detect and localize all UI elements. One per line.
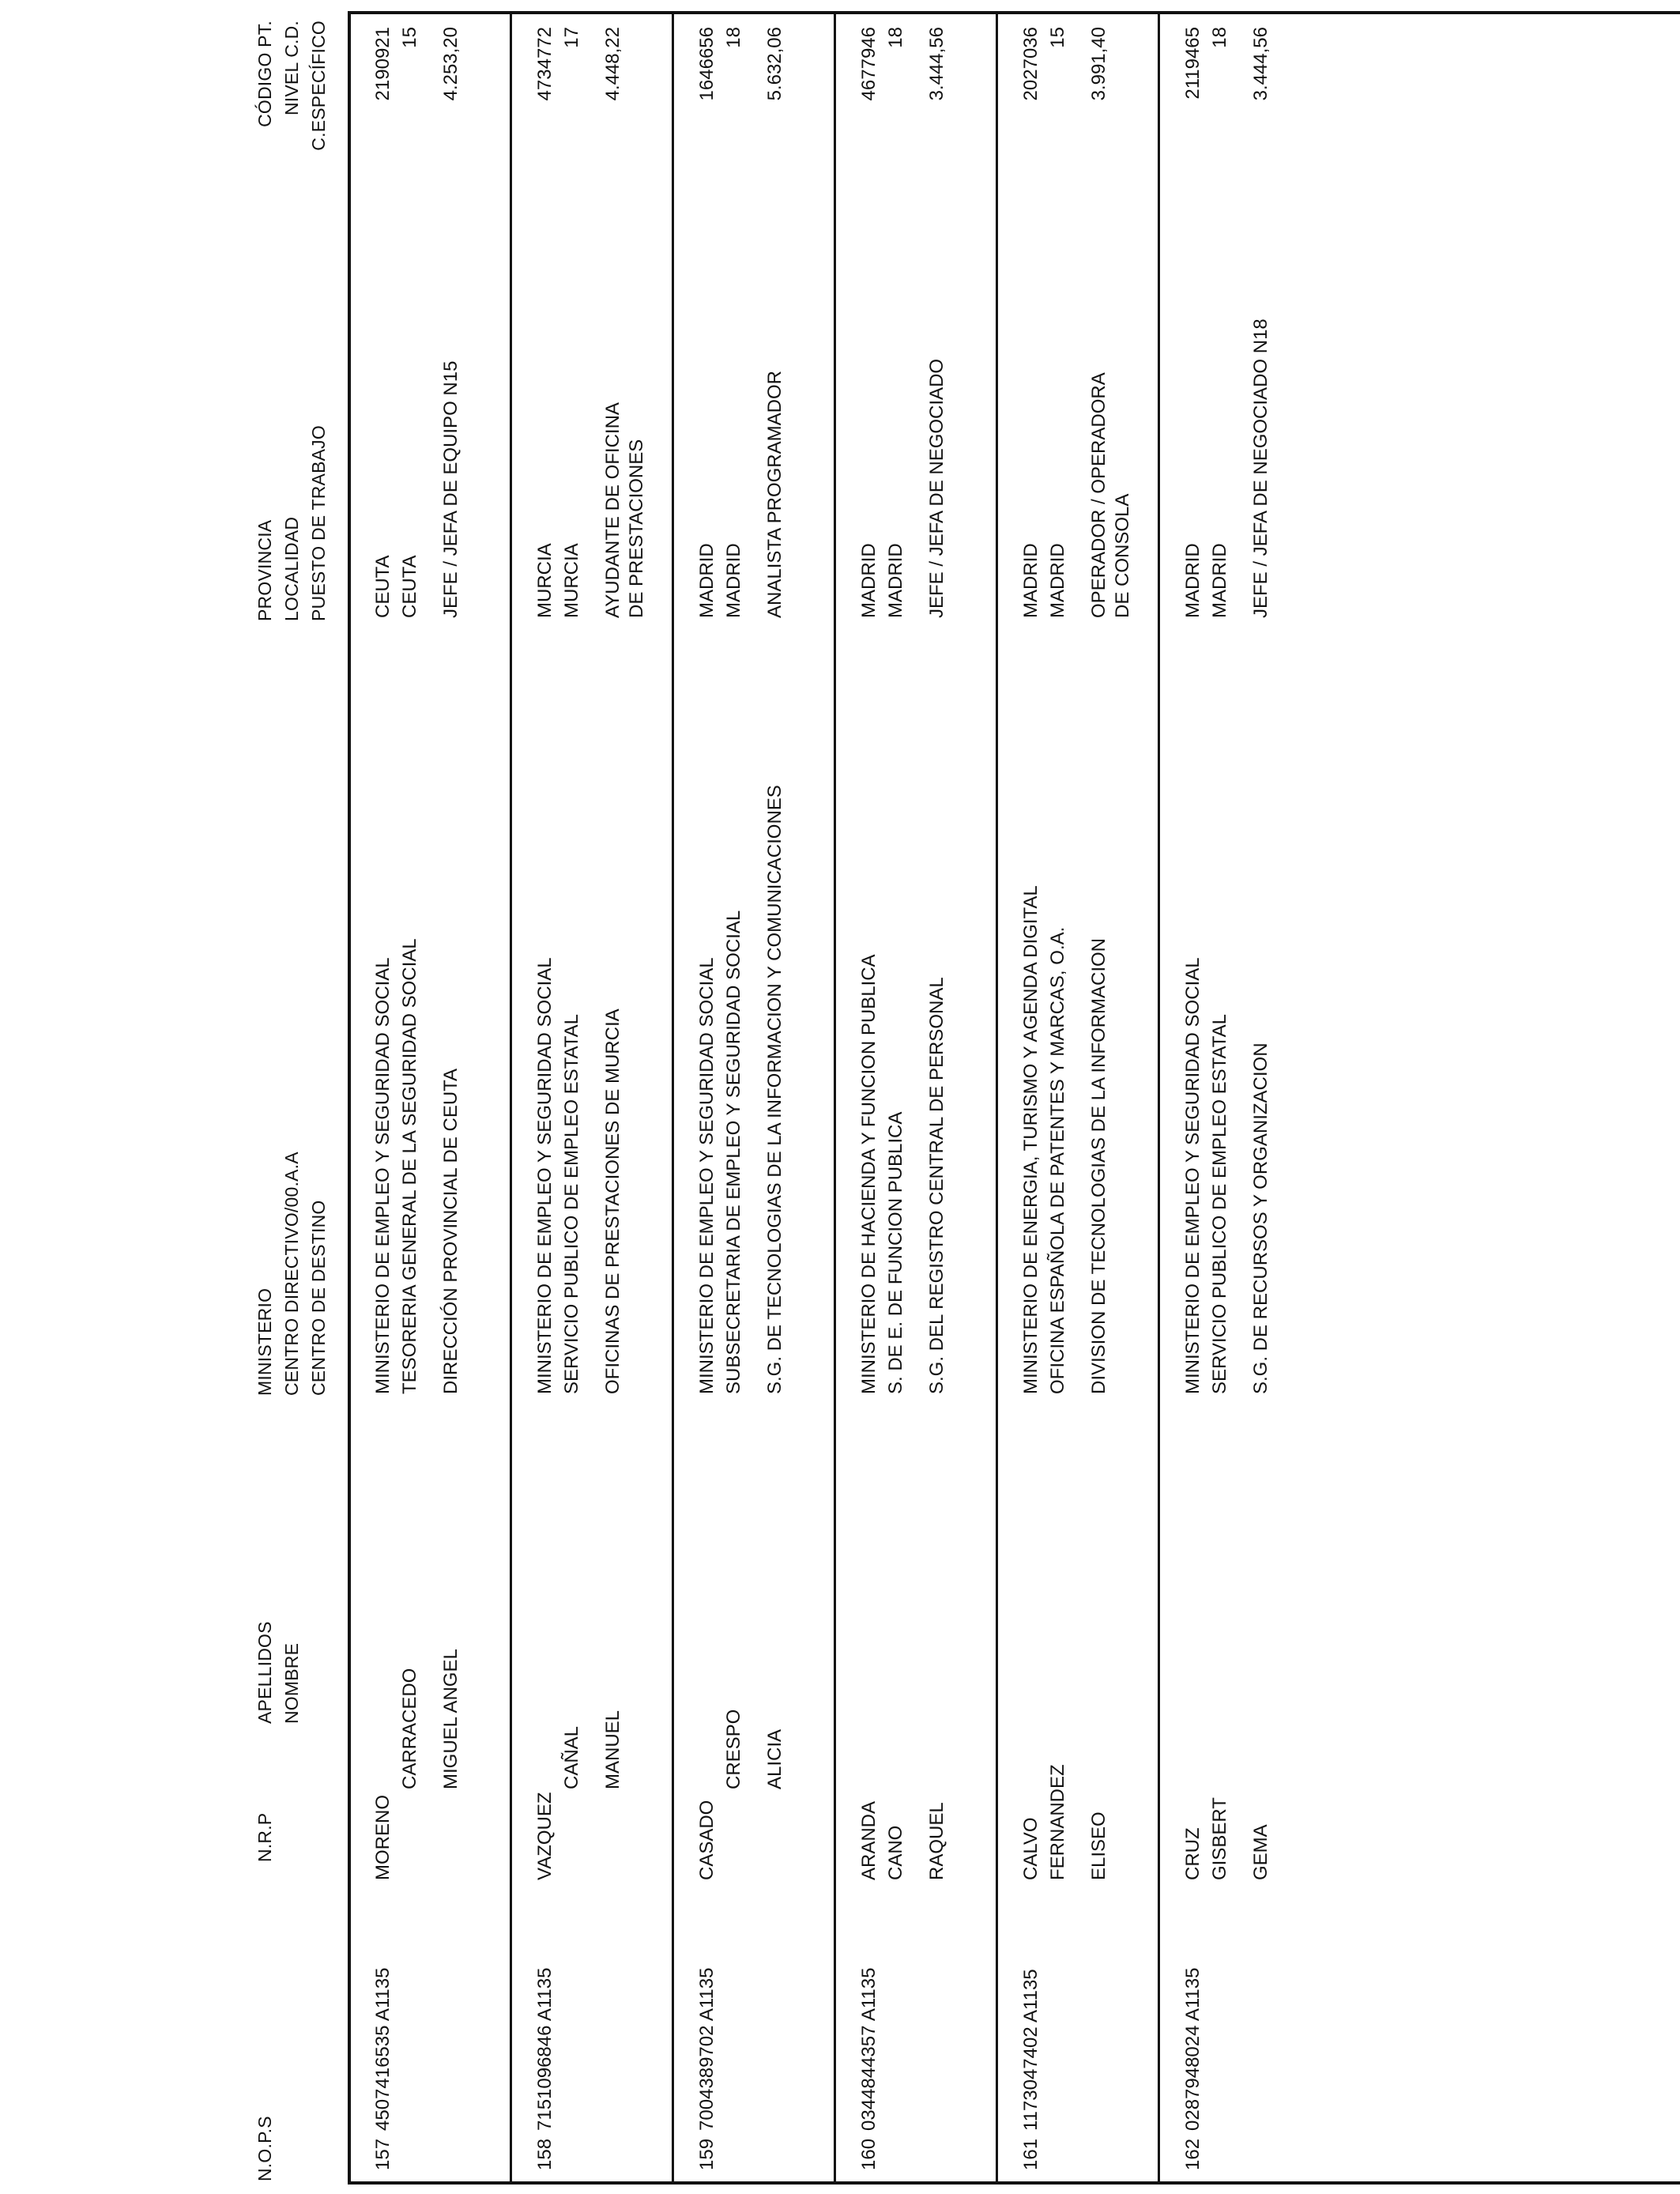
centro-directivo-cell: SUBSECRETARIA DE EMPLEO Y SEGURIDAD SOCIAL bbox=[723, 910, 744, 1394]
header-codigo-nivel-especifico bbox=[251, 21, 332, 171]
codigo-pt-cell: 2027036 bbox=[1020, 27, 1042, 101]
nivel-cd-cell: 18 bbox=[1209, 27, 1230, 48]
codigo-pt-cell: 2119465 bbox=[1182, 27, 1203, 100]
nrp-cell: 0287948024 A1135 bbox=[1182, 1967, 1203, 2131]
header-centro-directivo-label: CENTRO DIRECTIVO/00.A.A bbox=[281, 1152, 302, 1396]
apellido1-cell: VAZQUEZ bbox=[534, 1792, 556, 1880]
table-row bbox=[510, 11, 672, 2185]
localidad-cell: MADRID bbox=[1047, 543, 1068, 618]
codigo-pt-cell: 2190921 bbox=[372, 27, 394, 101]
provincia-cell: MADRID bbox=[858, 543, 880, 618]
c-especifico-cell: 4.448,22 bbox=[602, 27, 623, 101]
puesto-cell: ANALISTA PROGRAMADOR bbox=[764, 371, 785, 618]
apellido2-cell: CARRACEDO bbox=[399, 1668, 420, 1789]
centro-destino-cell: OFICINAS DE PRESTACIONES DE MURCIA bbox=[602, 1008, 623, 1394]
apellido2-cell: CANO bbox=[885, 1825, 906, 1880]
puesto-cell: OPERADOR / OPERADORA DE CONSOLA bbox=[1088, 373, 1133, 618]
provincia-cell: MADRID bbox=[1182, 543, 1203, 618]
header-codigo-pt-label: CÓDIGO PT. bbox=[254, 21, 275, 127]
nivel-cd-cell: 18 bbox=[723, 27, 744, 48]
centro-destino-cell: DIVISION DE TECNOLOGIAS DE LA INFORMACION bbox=[1088, 938, 1109, 1394]
header-ministerio-label: MINISTERIO bbox=[254, 1287, 275, 1396]
centro-directivo-cell: SERVICIO PUBLICO DE EMPLEO ESTATAL bbox=[561, 1013, 582, 1394]
c-especifico-cell: 4.253,20 bbox=[440, 27, 461, 101]
codigo-pt-cell: 4734772 bbox=[534, 27, 556, 101]
provincia-cell: MADRID bbox=[696, 543, 718, 618]
header-nombre-label: NOMBRE bbox=[281, 1642, 302, 1724]
apellido1-cell: CASADO bbox=[696, 1800, 718, 1880]
apellido2-cell: CAÑAL bbox=[561, 1725, 582, 1789]
apellido2-cell: CRESPO bbox=[723, 1709, 744, 1789]
nrp-cell: 7004389702 A1135 bbox=[696, 1967, 718, 2131]
table-row bbox=[348, 11, 510, 2185]
centro-destino-cell: S.G. DEL REGISTRO CENTRAL DE PERSONAL bbox=[926, 977, 947, 1394]
header-provincia-localidad-puesto bbox=[251, 425, 332, 621]
header-nrp bbox=[251, 1813, 278, 1862]
localidad-cell: MURCIA bbox=[561, 543, 582, 618]
header-apellidos-label: APELLIDOS bbox=[254, 1621, 275, 1724]
centro-directivo-cell: SERVICIO PUBLICO DE EMPLEO ESTATAL bbox=[1209, 1013, 1230, 1394]
header-provincia-label: PROVINCIA bbox=[254, 519, 275, 621]
header-localidad-label: LOCALIDAD bbox=[281, 516, 302, 621]
apellido1-cell: CALVO bbox=[1020, 1817, 1042, 1880]
ministerio-cell: MINISTERIO DE EMPLEO Y SEGURIDAD SOCIAL bbox=[696, 957, 718, 1394]
puesto-cell: JEFE / JEFA DE NEGOCIADO bbox=[926, 358, 947, 618]
centro-destino-cell: S.G. DE RECURSOS Y ORGANIZACION bbox=[1250, 1042, 1271, 1394]
nombre-cell: MANUEL bbox=[602, 1710, 623, 1789]
puesto-cell: JEFE / JEFA DE NEGOCIADO N18 bbox=[1250, 319, 1271, 618]
ministerio-cell: MINISTERIO DE EMPLEO Y SEGURIDAD SOCIAL bbox=[534, 957, 556, 1394]
nombre-cell: MIGUEL ANGEL bbox=[440, 1649, 461, 1789]
nrp-cell: 1173047402 A1135 bbox=[1020, 1969, 1042, 2131]
provincia-cell: MURCIA bbox=[534, 543, 556, 618]
table-row bbox=[834, 11, 996, 2185]
c-especifico-cell: 5.632,06 bbox=[764, 27, 785, 101]
row-separator bbox=[996, 11, 998, 2185]
nops-cell: 160 bbox=[858, 2138, 880, 2170]
c-especifico-cell: 3.444,56 bbox=[926, 27, 947, 101]
nombre-cell: ELISEO bbox=[1088, 1811, 1109, 1880]
apellido1-cell: CRUZ bbox=[1182, 1827, 1203, 1880]
nombre-cell: GEMA bbox=[1250, 1824, 1271, 1880]
nrp-cell: 4507416535 A1135 bbox=[372, 1967, 394, 2131]
row-separator bbox=[510, 11, 512, 2185]
header-nops-label: N.O.P.S bbox=[254, 2116, 275, 2181]
nrp-cell: 7151096846 A1135 bbox=[534, 1967, 556, 2131]
apellido2-cell: FERNANDEZ bbox=[1047, 1764, 1068, 1880]
table-row bbox=[996, 11, 1158, 2185]
allocation-table bbox=[348, 11, 1680, 2185]
nops-cell: 162 bbox=[1182, 2138, 1203, 2170]
c-especifico-cell: 3.991,40 bbox=[1088, 27, 1109, 101]
puesto-cell: AYUDANTE DE OFICINA DE PRESTACIONES bbox=[602, 403, 647, 618]
header-centro-destino-label: CENTRO DE DESTINO bbox=[308, 1200, 329, 1396]
nivel-cd-cell: 15 bbox=[399, 27, 420, 48]
c-especifico-cell: 3.444,56 bbox=[1250, 27, 1271, 101]
row-separator bbox=[672, 11, 674, 2185]
puesto-cell: JEFE / JEFA DE EQUIPO N15 bbox=[440, 360, 461, 618]
header-c-especifico-label: C.ESPECÍFICO bbox=[308, 21, 329, 151]
centro-directivo-cell: S. DE E. DE FUNCION PUBLICA bbox=[885, 1111, 906, 1394]
apellido1-cell: ARANDA bbox=[858, 1800, 880, 1880]
ministerio-cell: MINISTERIO DE EMPLEO Y SEGURIDAD SOCIAL bbox=[1182, 957, 1203, 1394]
row-separator bbox=[834, 11, 836, 2185]
nivel-cd-cell: 17 bbox=[561, 27, 582, 48]
header-nops bbox=[251, 2116, 278, 2181]
header-ministerio-centro bbox=[251, 1152, 332, 1396]
localidad-cell: MADRID bbox=[1209, 543, 1230, 618]
nivel-cd-cell: 15 bbox=[1047, 27, 1068, 48]
header-nivel-cd-label: NIVEL C.D. bbox=[281, 21, 302, 116]
nops-cell: 158 bbox=[534, 2138, 556, 2170]
apellido2-cell: GISBERT bbox=[1209, 1797, 1230, 1880]
localidad-cell: MADRID bbox=[885, 543, 906, 618]
nrp-cell: 0344844357 A1135 bbox=[858, 1967, 880, 2131]
ministerio-cell: MINISTERIO DE ENERGIA, TURISMO Y AGENDA DIGITAL bbox=[1020, 885, 1042, 1394]
table-row bbox=[1158, 11, 1320, 2185]
header-puesto-label: PUESTO DE TRABAJO bbox=[308, 425, 329, 621]
nops-cell: 161 bbox=[1020, 2138, 1042, 2170]
nombre-cell: RAQUEL bbox=[926, 1802, 947, 1880]
nops-cell: 159 bbox=[696, 2138, 718, 2170]
centro-destino-cell: S.G. DE TECNOLOGIAS DE LA INFORMACION Y COMUNICACIONES bbox=[764, 785, 785, 1394]
centro-directivo-cell: TESORERIA GENERAL DE LA SEGURIDAD SOCIAL bbox=[399, 938, 420, 1394]
header-nrp-label: N.R.P bbox=[254, 1812, 275, 1862]
nops-cell: 157 bbox=[372, 2138, 394, 2170]
provincia-cell: MADRID bbox=[1020, 543, 1042, 618]
ministerio-cell: MINISTERIO DE HACIENDA Y FUNCION PUBLICA bbox=[858, 954, 880, 1394]
localidad-cell: MADRID bbox=[723, 543, 744, 618]
nombre-cell: ALICIA bbox=[764, 1728, 785, 1789]
table-row bbox=[672, 11, 834, 2185]
centro-directivo-cell: OFICINA ESPAÑOLA DE PATENTES Y MARCAS, O.A. bbox=[1047, 926, 1068, 1394]
codigo-pt-cell: 1646656 bbox=[696, 27, 718, 101]
localidad-cell: CEUTA bbox=[399, 555, 420, 618]
apellido1-cell: MORENO bbox=[372, 1795, 394, 1880]
row-separator bbox=[1158, 11, 1160, 2185]
header-apellidos-nombre bbox=[251, 1621, 305, 1724]
centro-destino-cell: DIRECCIÓN PROVINCIAL DE CEUTA bbox=[440, 1068, 461, 1394]
provincia-cell: CEUTA bbox=[372, 555, 394, 618]
nivel-cd-cell: 18 bbox=[885, 27, 906, 48]
ministerio-cell: MINISTERIO DE EMPLEO Y SEGURIDAD SOCIAL bbox=[372, 957, 394, 1394]
codigo-pt-cell: 4677946 bbox=[858, 27, 880, 101]
